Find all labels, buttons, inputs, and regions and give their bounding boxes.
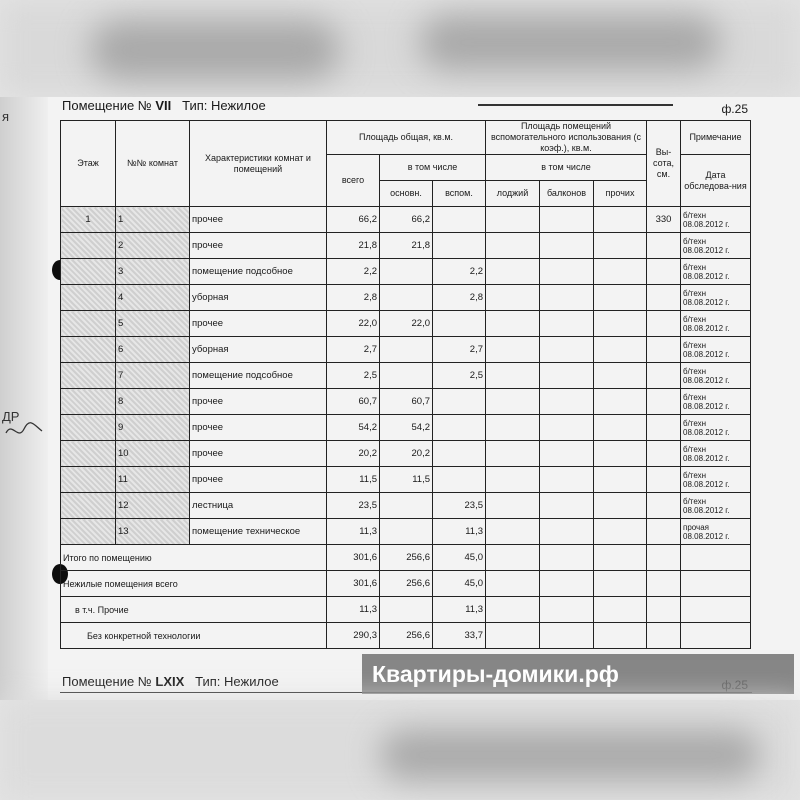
area-total-cell: 2,8 — [327, 285, 380, 311]
other-cell — [594, 467, 647, 493]
empty-cell — [540, 597, 594, 623]
area-main-cell: 54,2 — [380, 415, 433, 441]
summary-main: 256,6 — [380, 623, 433, 649]
height-cell: 330 — [647, 207, 681, 233]
area-main-cell: 60,7 — [380, 389, 433, 415]
edge-fragment: ДР — [2, 409, 20, 424]
col-aux-including: в том числе — [486, 155, 647, 181]
area-total-cell: 22,0 — [327, 311, 380, 337]
empty-cell — [594, 545, 647, 571]
note-status: б/техн — [683, 418, 707, 428]
note-cell — [681, 389, 751, 415]
col-remark: Примечание — [681, 121, 751, 155]
table-row — [61, 415, 751, 441]
note-date: 08.08.2012 г. — [683, 271, 730, 281]
other-cell — [594, 519, 647, 545]
loggia-cell — [486, 415, 540, 441]
height-cell — [647, 389, 681, 415]
rooms-table — [60, 120, 751, 649]
area-main-cell — [380, 337, 433, 363]
summary-total: 290,3 — [327, 623, 380, 649]
area-aux-cell: 2,2 — [433, 259, 486, 285]
summary-aux: 11,3 — [433, 597, 486, 623]
table-row — [61, 441, 751, 467]
empty-cell — [647, 597, 681, 623]
summary-main: 256,6 — [380, 545, 433, 571]
area-aux-cell: 23,5 — [433, 493, 486, 519]
summary-total: 11,3 — [327, 597, 380, 623]
balcony-cell — [540, 441, 594, 467]
loggia-cell — [486, 441, 540, 467]
page-header — [62, 98, 266, 113]
note-status: б/техн — [683, 496, 707, 506]
area-main-cell — [380, 493, 433, 519]
note-date: 08.08.2012 г. — [683, 245, 730, 255]
empty-cell — [540, 623, 594, 649]
area-main-cell: 66,2 — [380, 207, 433, 233]
col-other: прочих — [594, 181, 647, 207]
col-characteristics: Характеристики комнат и помещений — [190, 121, 327, 207]
empty-cell — [647, 545, 681, 571]
col-loggia: лоджий — [486, 181, 540, 207]
area-aux-cell — [433, 207, 486, 233]
note-date: 08.08.2012 г. — [683, 219, 730, 229]
height-cell — [647, 285, 681, 311]
floor-cell — [61, 285, 116, 311]
note-status: б/техн — [683, 262, 707, 272]
col-height: Вы-сота, см. — [647, 121, 681, 207]
blur-blob — [90, 20, 340, 80]
col-area-total: Площадь общая, кв.м. — [327, 121, 486, 155]
other-cell — [594, 285, 647, 311]
table-row — [61, 519, 751, 545]
type-label: Тип: — [182, 98, 208, 113]
note-status: б/техн — [683, 392, 707, 402]
room-number-cell: 5 — [116, 311, 190, 337]
next-page-header — [62, 674, 279, 689]
room-number-cell: 6 — [116, 337, 190, 363]
col-survey-date: Дата обследова-ния — [681, 155, 751, 207]
area-aux-cell: 2,5 — [433, 363, 486, 389]
table-row — [61, 259, 751, 285]
area-total-cell: 60,7 — [327, 389, 380, 415]
height-cell — [647, 519, 681, 545]
floor-cell — [61, 363, 116, 389]
next-room-label: Помещение № — [62, 674, 152, 689]
room-name-cell: помещение подсобное — [190, 259, 327, 285]
area-main-cell — [380, 363, 433, 389]
balcony-cell — [540, 363, 594, 389]
room-name-cell: уборная — [190, 337, 327, 363]
height-cell — [647, 233, 681, 259]
empty-cell — [594, 597, 647, 623]
room-number-cell: 9 — [116, 415, 190, 441]
room-name-cell: прочее — [190, 415, 327, 441]
summary-main: 256,6 — [380, 571, 433, 597]
height-cell — [647, 337, 681, 363]
note-status: б/техн — [683, 444, 707, 454]
area-total-cell: 20,2 — [327, 441, 380, 467]
empty-cell — [486, 545, 540, 571]
table-row — [61, 207, 751, 233]
note-cell — [681, 259, 751, 285]
floor-cell — [61, 441, 116, 467]
next-type-label: Тип: — [195, 674, 221, 689]
balcony-cell — [540, 493, 594, 519]
summary-aux: 33,7 — [433, 623, 486, 649]
area-total-cell: 23,5 — [327, 493, 380, 519]
area-main-cell — [380, 285, 433, 311]
note-cell — [681, 285, 751, 311]
loggia-cell — [486, 389, 540, 415]
note-status: б/техн — [683, 340, 707, 350]
balcony-cell — [540, 259, 594, 285]
empty-cell — [681, 623, 751, 649]
floor-cell — [61, 467, 116, 493]
blur-blob — [420, 15, 720, 70]
note-date: 08.08.2012 г. — [683, 323, 730, 333]
summary-row — [61, 545, 751, 571]
height-cell — [647, 311, 681, 337]
floor-cell — [61, 389, 116, 415]
floor-cell: 1 — [61, 207, 116, 233]
other-cell — [594, 337, 647, 363]
area-main-cell — [380, 519, 433, 545]
note-status: б/техн — [683, 236, 707, 246]
balcony-cell — [540, 207, 594, 233]
note-cell — [681, 233, 751, 259]
area-aux-cell — [433, 415, 486, 441]
note-date: 08.08.2012 г. — [683, 453, 730, 463]
note-cell — [681, 415, 751, 441]
table-row — [61, 311, 751, 337]
type-value: Нежилое — [211, 98, 266, 113]
note-date: 08.08.2012 г. — [683, 375, 730, 385]
area-total-cell: 21,8 — [327, 233, 380, 259]
col-aux: вспом. — [433, 181, 486, 207]
note-date: 08.08.2012 г. — [683, 297, 730, 307]
height-cell — [647, 259, 681, 285]
loggia-cell — [486, 493, 540, 519]
note-cell — [681, 311, 751, 337]
previous-page-edge — [0, 97, 48, 700]
room-label: Помещение № — [62, 98, 152, 113]
area-total-cell: 2,2 — [327, 259, 380, 285]
loggia-cell — [486, 259, 540, 285]
empty-cell — [540, 571, 594, 597]
summary-label: Без конкретной технологии — [61, 623, 327, 649]
area-total-cell: 54,2 — [327, 415, 380, 441]
note-status: б/техн — [683, 288, 707, 298]
height-cell — [647, 493, 681, 519]
other-cell — [594, 441, 647, 467]
site-watermark: Квартиры-домики.рф — [362, 654, 794, 694]
col-floor: Этаж — [61, 121, 116, 207]
area-total-cell: 2,5 — [327, 363, 380, 389]
table-row — [61, 389, 751, 415]
summary-label: Итого по помещению — [61, 545, 327, 571]
other-cell — [594, 415, 647, 441]
summary-row — [61, 623, 751, 649]
height-cell — [647, 441, 681, 467]
room-name-cell: прочее — [190, 389, 327, 415]
room-number: VII — [155, 98, 172, 113]
table-row — [61, 467, 751, 493]
note-cell — [681, 337, 751, 363]
floor-cell — [61, 519, 116, 545]
balcony-cell — [540, 519, 594, 545]
balcony-cell — [540, 467, 594, 493]
room-number-cell: 4 — [116, 285, 190, 311]
room-number-cell: 1 — [116, 207, 190, 233]
room-name-cell: прочее — [190, 467, 327, 493]
empty-cell — [681, 545, 751, 571]
empty-cell — [681, 571, 751, 597]
room-name-cell: помещение подсобное — [190, 363, 327, 389]
table-row — [61, 493, 751, 519]
room-number-cell: 7 — [116, 363, 190, 389]
empty-cell — [594, 623, 647, 649]
note-status: б/техн — [683, 470, 707, 480]
table-row — [61, 285, 751, 311]
empty-cell — [594, 571, 647, 597]
empty-cell — [486, 571, 540, 597]
other-cell — [594, 363, 647, 389]
floor-cell — [61, 415, 116, 441]
height-cell — [647, 415, 681, 441]
edge-letter: я — [2, 109, 10, 124]
area-aux-cell — [433, 233, 486, 259]
blur-blob — [380, 730, 760, 780]
note-status: б/техн — [683, 210, 707, 220]
summary-label: в т.ч. Прочие — [61, 597, 327, 623]
summary-label: Нежилые помещения всего — [61, 571, 327, 597]
area-aux-cell: 11,3 — [433, 519, 486, 545]
col-including: в том числе — [380, 155, 486, 181]
area-total-cell: 11,5 — [327, 467, 380, 493]
loggia-cell — [486, 363, 540, 389]
area-main-cell — [380, 259, 433, 285]
floor-cell — [61, 493, 116, 519]
room-name-cell: прочее — [190, 311, 327, 337]
signature-scribble — [4, 419, 44, 441]
room-number-cell: 10 — [116, 441, 190, 467]
empty-cell — [540, 545, 594, 571]
note-cell — [681, 207, 751, 233]
other-cell — [594, 259, 647, 285]
room-name-cell: прочее — [190, 233, 327, 259]
note-date: 08.08.2012 г. — [683, 505, 730, 515]
area-main-cell: 21,8 — [380, 233, 433, 259]
other-cell — [594, 233, 647, 259]
area-main-cell: 11,5 — [380, 467, 433, 493]
balcony-cell — [540, 233, 594, 259]
summary-total: 301,6 — [327, 571, 380, 597]
room-number-cell: 3 — [116, 259, 190, 285]
note-cell — [681, 363, 751, 389]
col-room-numbers: №№ комнат — [116, 121, 190, 207]
area-aux-cell — [433, 389, 486, 415]
room-name-cell: прочее — [190, 207, 327, 233]
loggia-cell — [486, 519, 540, 545]
table-row — [61, 363, 751, 389]
balcony-cell — [540, 337, 594, 363]
floor-cell — [61, 311, 116, 337]
area-aux-cell — [433, 467, 486, 493]
room-name-cell: помещение техническое — [190, 519, 327, 545]
room-name-cell: уборная — [190, 285, 327, 311]
balcony-cell — [540, 285, 594, 311]
form-code: ф.25 — [721, 102, 748, 116]
other-cell — [594, 207, 647, 233]
area-main-cell: 20,2 — [380, 441, 433, 467]
room-number-cell: 13 — [116, 519, 190, 545]
summary-total: 301,6 — [327, 545, 380, 571]
balcony-cell — [540, 389, 594, 415]
room-name-cell: прочее — [190, 441, 327, 467]
loggia-cell — [486, 311, 540, 337]
table-row — [61, 337, 751, 363]
loggia-cell — [486, 207, 540, 233]
floor-cell — [61, 233, 116, 259]
note-status: прочая — [683, 522, 710, 532]
next-room-number: LXIX — [155, 674, 185, 689]
summary-aux: 45,0 — [433, 545, 486, 571]
floor-cell — [61, 337, 116, 363]
loggia-cell — [486, 467, 540, 493]
balcony-cell — [540, 415, 594, 441]
summary-row — [61, 571, 751, 597]
area-aux-cell: 2,7 — [433, 337, 486, 363]
balcony-cell — [540, 311, 594, 337]
floor-cell — [61, 259, 116, 285]
empty-cell — [486, 597, 540, 623]
empty-cell — [647, 571, 681, 597]
note-status: б/техн — [683, 366, 707, 376]
room-number-cell: 2 — [116, 233, 190, 259]
empty-cell — [681, 597, 751, 623]
note-cell — [681, 493, 751, 519]
next-type-value: Нежилое — [224, 674, 279, 689]
loggia-cell — [486, 233, 540, 259]
area-total-cell: 2,7 — [327, 337, 380, 363]
area-total-cell: 11,3 — [327, 519, 380, 545]
note-cell — [681, 467, 751, 493]
col-balcony: балконов — [540, 181, 594, 207]
note-date: 08.08.2012 г. — [683, 401, 730, 411]
empty-cell — [647, 623, 681, 649]
area-aux-cell: 2,8 — [433, 285, 486, 311]
other-cell — [594, 389, 647, 415]
col-main: основн. — [380, 181, 433, 207]
note-cell — [681, 519, 751, 545]
summary-main — [380, 597, 433, 623]
loggia-cell — [486, 337, 540, 363]
table-row — [61, 233, 751, 259]
loggia-cell — [486, 285, 540, 311]
note-cell — [681, 441, 751, 467]
summary-row — [61, 597, 751, 623]
col-total: всего — [327, 155, 380, 207]
summary-aux: 45,0 — [433, 571, 486, 597]
col-aux-area: Площадь помещений вспомогательного использования (с коэф.), кв.м. — [486, 121, 647, 155]
header-rule — [478, 104, 673, 106]
area-aux-cell — [433, 311, 486, 337]
note-date: 08.08.2012 г. — [683, 427, 730, 437]
note-date: 08.08.2012 г. — [683, 479, 730, 489]
other-cell — [594, 493, 647, 519]
note-date: 08.08.2012 г. — [683, 531, 730, 541]
room-number-cell: 8 — [116, 389, 190, 415]
height-cell — [647, 467, 681, 493]
other-cell — [594, 311, 647, 337]
note-status: б/техн — [683, 314, 707, 324]
note-date: 08.08.2012 г. — [683, 349, 730, 359]
room-number-cell: 12 — [116, 493, 190, 519]
height-cell — [647, 363, 681, 389]
empty-cell — [486, 623, 540, 649]
area-aux-cell — [433, 441, 486, 467]
area-main-cell: 22,0 — [380, 311, 433, 337]
room-number-cell: 11 — [116, 467, 190, 493]
room-name-cell: лестница — [190, 493, 327, 519]
area-total-cell: 66,2 — [327, 207, 380, 233]
